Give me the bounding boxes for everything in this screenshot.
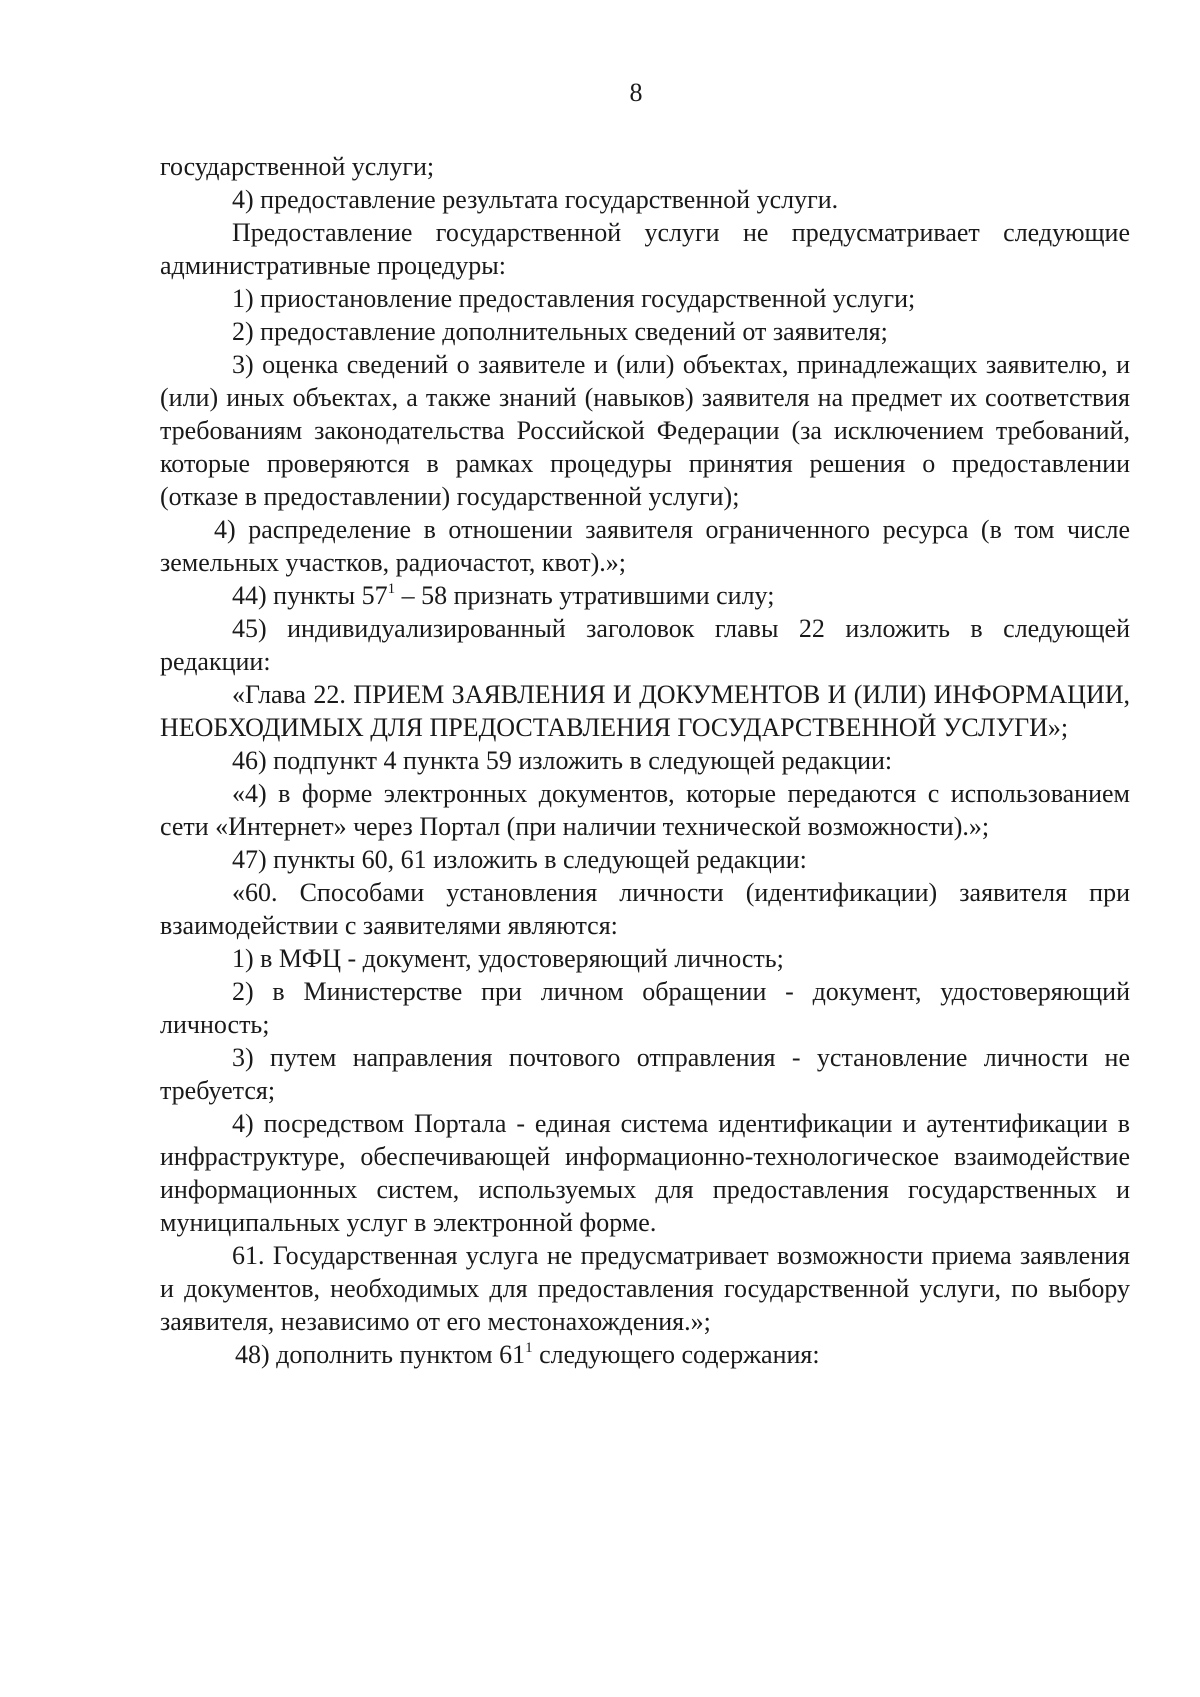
document-body xyxy=(160,150,1130,1371)
paragraph: 2) предоставление дополнительных сведений от заявителя; xyxy=(232,317,888,346)
paragraph: 3) оценка сведений о заявителе и (или) объектах, принадлежащих заявителю, и (или) иных объектах, а также знаний (навыков) заявителя на предмет их соответствия требованиям законодательства Российской Федерации (за исключением требований, которые проверяются в рамках процедуры принятия решения о предоставлении (отказе в предоставлении) государственной услуги); xyxy=(160,350,1130,511)
paragraph: 4) предоставление результата государственной услуги. xyxy=(232,185,839,214)
paragraph: «60. Способами установления личности (идентификации) заявителя при взаимодействии с заявителями являются: xyxy=(160,878,1130,940)
paragraph: 1) приостановление предоставления государственной услуги; xyxy=(232,284,916,313)
chapter-heading-paragraph: «Глава 22. ПРИЕМ ЗАЯВЛЕНИЯ И ДОКУМЕНТОВ И (ИЛИ) ИНФОРМАЦИИ, НЕОБХОДИМЫХ ДЛЯ ПРЕДОСТАВЛЕНИЯ ГОСУДАРСТВЕННОЙ УСЛУГИ»; xyxy=(160,680,1130,742)
paragraph: 45) индивидуализированный заголовок главы 22 изложить в следующей редакции: xyxy=(160,614,1130,676)
page-number: 8 xyxy=(629,78,643,107)
paragraph xyxy=(160,1338,1130,1371)
text-span: 48) дополнить пунктом 61 xyxy=(235,1340,526,1369)
paragraph: 1) в МФЦ - документ, удостоверяющий личность; xyxy=(232,944,784,973)
text-span: следующего содержания: xyxy=(532,1340,820,1369)
paragraph: «4) в форме электронных документов, которые передаются с использованием сети «Интернет» через Портал (при наличии технической возможности).»; xyxy=(160,779,1130,841)
paragraph: 3) путем направления почтового отправления - установление личности не требуется; xyxy=(160,1043,1130,1105)
paragraph: Предоставление государственной услуги не предусматривает следующие административные процедуры: xyxy=(160,218,1130,280)
paragraph: 61. Государственная услуга не предусматривает возможности приема заявления и документов, необходимых для предоставления государственной услуги, по выбору заявителя, независимо от его местонахождения.»; xyxy=(160,1241,1130,1336)
paragraph: 4) распределение в отношении заявителя ограниченного ресурса (в том числе земельных участков, радиочастот, квот).»; xyxy=(160,515,1130,577)
paragraph: 46) подпункт 4 пункта 59 изложить в следующей редакции: xyxy=(232,746,893,775)
paragraph xyxy=(160,579,1130,612)
superscript: 1 xyxy=(387,581,396,597)
text-span: 44) пункты 57 xyxy=(232,581,388,610)
superscript: 1 xyxy=(525,1340,533,1356)
paragraph: 47) пункты 60, 61 изложить в следующей редакции: xyxy=(232,845,807,874)
paragraph: 4) посредством Портала - единая система идентификации и аутентификации в инфраструктуре, обеспечивающей информационно-технологическое взаимодействие информационных систем, используемых для предоставления государственных и муниципальных услуг в электронной форме. xyxy=(160,1109,1130,1237)
paragraph: государственной услуги; xyxy=(160,152,435,181)
paragraph: 2) в Министерстве при личном обращении - документ, удостоверяющий личность; xyxy=(160,977,1130,1039)
text-span: – 58 признать утратившими силу; xyxy=(395,581,775,610)
